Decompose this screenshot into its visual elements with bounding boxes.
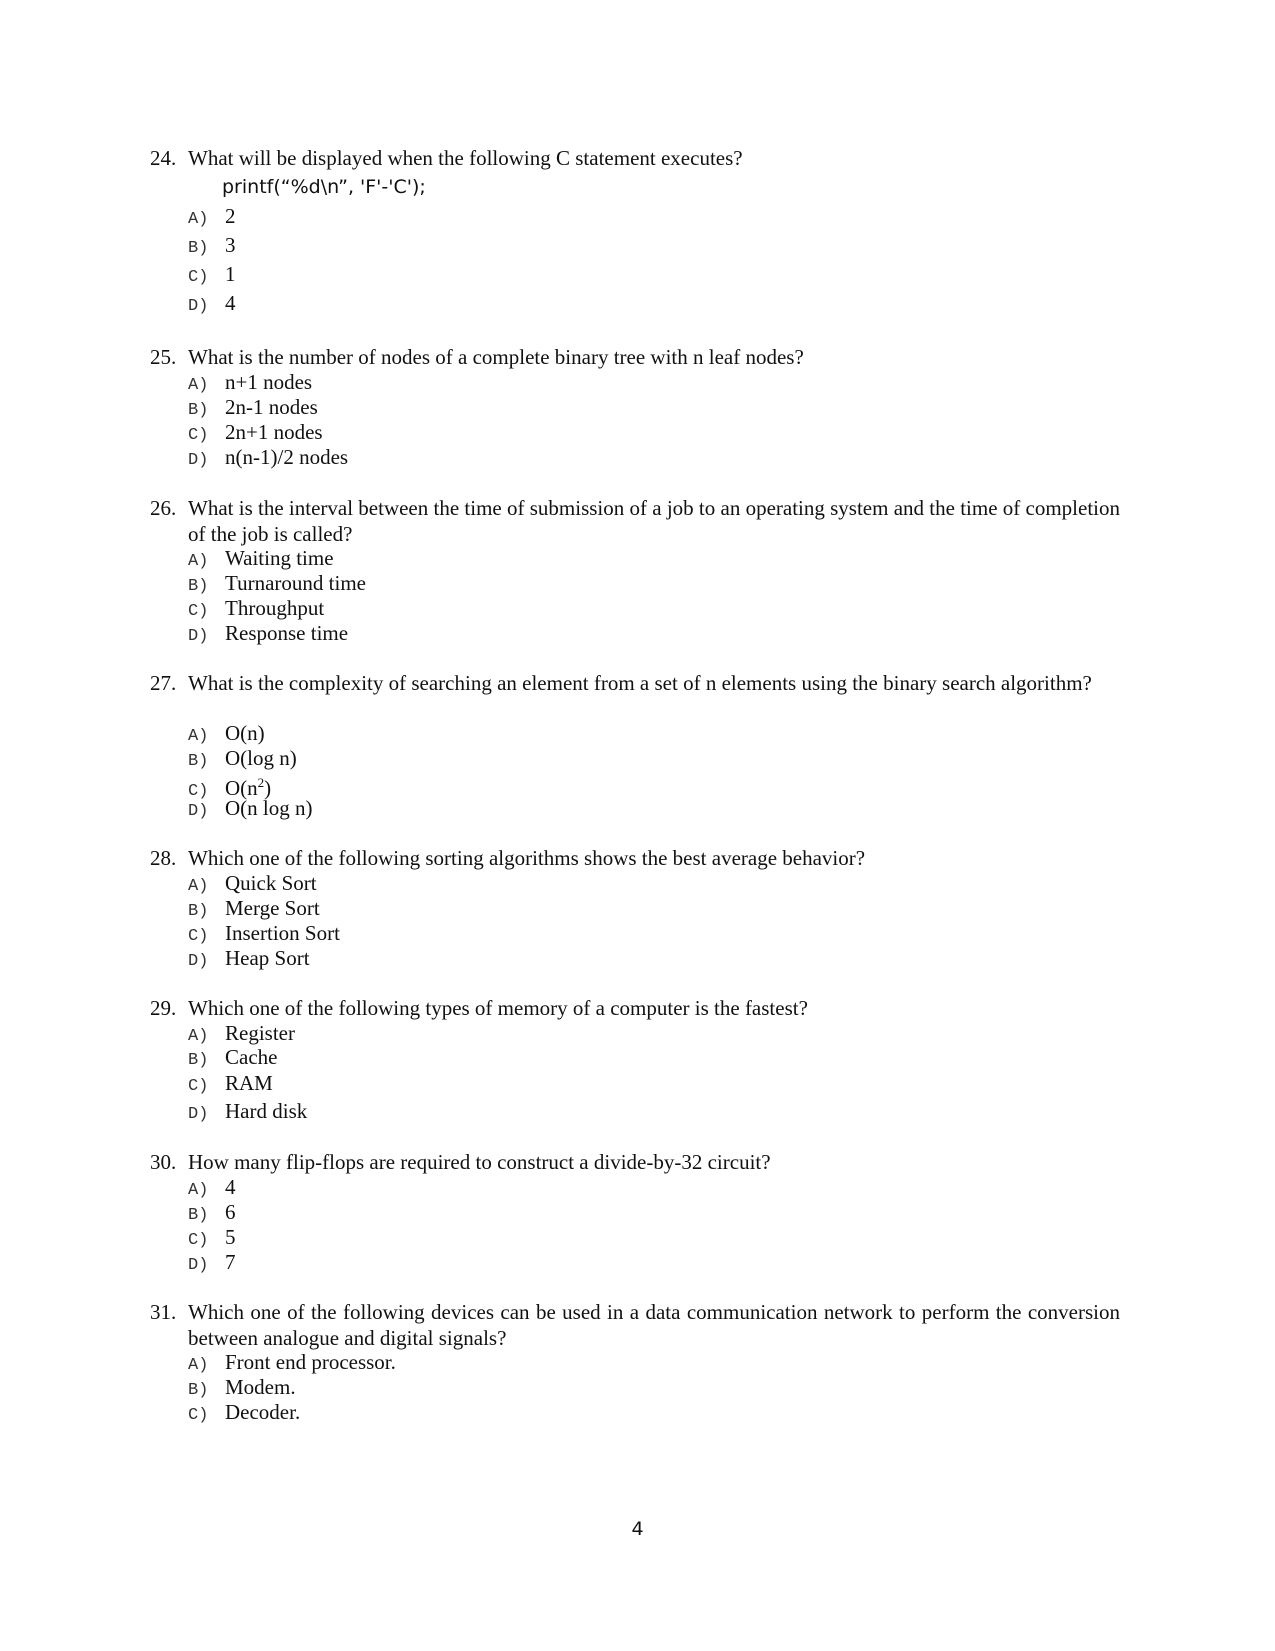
option-text: 3 bbox=[225, 233, 236, 257]
option-text: Quick Sort bbox=[225, 871, 317, 895]
option-label: B) bbox=[188, 1206, 209, 1225]
option-text: Waiting time bbox=[225, 546, 334, 570]
option-text-end: ) bbox=[264, 776, 272, 800]
question-text: Which one of the following types of memory of a computer is the fastest? bbox=[188, 996, 808, 1020]
option-label: A) bbox=[188, 1027, 209, 1046]
option-d bbox=[188, 1098, 307, 1128]
question-text: What is the complexity of searching an element from a set of n elements using the binary search algorithm? bbox=[188, 671, 1092, 695]
question-text: What is the number of nodes of a complete binary tree with n leaf nodes? bbox=[188, 345, 804, 369]
option-label: C) bbox=[188, 1077, 209, 1096]
option-text: O(n bbox=[225, 776, 258, 800]
option-text: Front end processor. bbox=[225, 1350, 396, 1374]
question-text: Which one of the following devices can be used in a data communication network to perform the conversion between analogue and digital signals? bbox=[188, 1300, 1120, 1350]
question-stem bbox=[150, 995, 1120, 1021]
question-number: 27. bbox=[150, 671, 177, 695]
question-text: What will be displayed when the following C statement executes? bbox=[188, 146, 743, 170]
question-number: 24. bbox=[150, 146, 177, 170]
option-text: Response time bbox=[225, 621, 349, 645]
option-text: Cache bbox=[225, 1045, 278, 1069]
option-text: n(n-1)/2 nodes bbox=[225, 445, 349, 469]
option-text: Merge Sort bbox=[225, 896, 320, 920]
question-stem bbox=[150, 670, 1120, 696]
option-label: B) bbox=[188, 577, 209, 596]
option-label: C) bbox=[188, 268, 209, 287]
question-stem bbox=[150, 344, 1120, 370]
option-b bbox=[188, 232, 236, 262]
option-text: Hard disk bbox=[225, 1099, 308, 1123]
page-number: 4 bbox=[631, 1518, 644, 1540]
question-stem bbox=[150, 1149, 1120, 1175]
option-d bbox=[188, 290, 236, 320]
option-text: Throughput bbox=[225, 596, 325, 620]
superscript: 2 bbox=[257, 775, 265, 790]
option-label: C) bbox=[188, 1406, 209, 1425]
option-c bbox=[188, 261, 236, 291]
option-text: 5 bbox=[225, 1225, 236, 1249]
option-label: A) bbox=[188, 1356, 209, 1375]
question-stem bbox=[150, 145, 1120, 171]
question-number: 26. bbox=[150, 496, 177, 520]
option-label: A) bbox=[188, 210, 209, 229]
question-text: What is the interval between the time of submission of a job to an operating system and the time of completion of the job is called? bbox=[188, 496, 1120, 546]
option-text: Heap Sort bbox=[225, 946, 310, 970]
option-label: B) bbox=[188, 1051, 209, 1070]
question-stem bbox=[150, 845, 1120, 871]
option-label: A) bbox=[188, 376, 209, 395]
option-label: C) bbox=[188, 1231, 209, 1250]
option-text: O(n) bbox=[225, 721, 265, 745]
code-snippet: printf(“%d\n”, 'F'-'C'); bbox=[222, 176, 426, 198]
option-label: A) bbox=[188, 1181, 209, 1200]
question-stem bbox=[150, 495, 1120, 547]
option-text: Decoder. bbox=[225, 1400, 301, 1424]
option-label: B) bbox=[188, 1381, 209, 1400]
option-text: 2n+1 nodes bbox=[225, 420, 323, 444]
option-text: Modem. bbox=[225, 1375, 296, 1399]
option-label: C) bbox=[188, 927, 209, 946]
option-text: Turnaround time bbox=[225, 571, 366, 595]
option-label: B) bbox=[188, 401, 209, 420]
question-text: How many flip-flops are required to construct a divide-by-32 circuit? bbox=[188, 1150, 771, 1174]
option-label: D) bbox=[188, 451, 209, 470]
option-a bbox=[188, 203, 236, 233]
option-label: A) bbox=[188, 552, 209, 571]
option-text: 1 bbox=[225, 262, 236, 286]
option-d bbox=[188, 945, 310, 975]
option-text: 4 bbox=[225, 1175, 236, 1199]
option-label: C) bbox=[188, 426, 209, 445]
question-stem bbox=[150, 1299, 1120, 1351]
option-text: 4 bbox=[225, 291, 236, 315]
option-text: RAM bbox=[225, 1071, 273, 1095]
option-label: B) bbox=[188, 239, 209, 258]
option-d bbox=[188, 444, 348, 474]
option-label: D) bbox=[188, 627, 209, 646]
option-label: D) bbox=[188, 1256, 209, 1275]
option-label: A) bbox=[188, 877, 209, 896]
option-label: B) bbox=[188, 752, 209, 771]
option-d bbox=[188, 795, 313, 825]
option-d bbox=[188, 620, 348, 650]
option-text: 2n-1 nodes bbox=[225, 395, 318, 419]
option-label: D) bbox=[188, 952, 209, 971]
option-text: 7 bbox=[225, 1250, 236, 1274]
option-c bbox=[188, 1399, 300, 1429]
option-label: D) bbox=[188, 802, 209, 821]
option-label: C) bbox=[188, 782, 209, 801]
question-text: Which one of the following sorting algorithms shows the best average behavior? bbox=[188, 846, 866, 870]
option-text: 2 bbox=[225, 204, 236, 228]
question-number: 30. bbox=[150, 1150, 177, 1174]
option-label: D) bbox=[188, 297, 209, 316]
question-number: 28. bbox=[150, 846, 177, 870]
option-text: n+1 nodes bbox=[225, 370, 313, 394]
option-c bbox=[188, 1070, 273, 1100]
option-text: 6 bbox=[225, 1200, 236, 1224]
option-label: C) bbox=[188, 602, 209, 621]
option-text: O(n log n) bbox=[225, 796, 313, 820]
option-label: B) bbox=[188, 902, 209, 921]
option-text: Register bbox=[225, 1021, 295, 1045]
option-text: Insertion Sort bbox=[225, 921, 340, 945]
question-number: 29. bbox=[150, 996, 177, 1020]
question-number: 25. bbox=[150, 345, 177, 369]
option-d bbox=[188, 1249, 236, 1279]
question-number: 31. bbox=[150, 1300, 177, 1324]
option-text: O(log n) bbox=[225, 746, 297, 770]
option-label: D) bbox=[188, 1105, 209, 1124]
option-label: A) bbox=[188, 727, 209, 746]
